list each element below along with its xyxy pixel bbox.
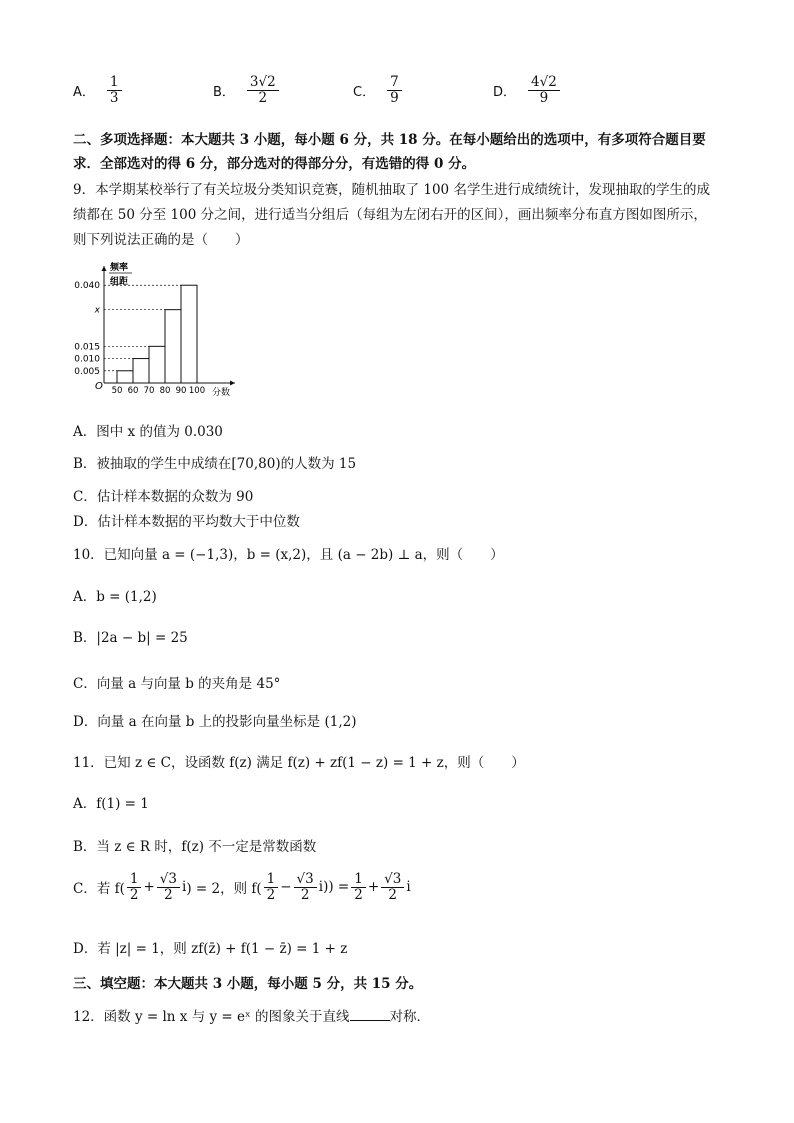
q9-option-d: D．估计样本数据的平均数大于中位数 <box>73 514 300 530</box>
fraction: $\frac{1}{2}$ <box>351 872 366 903</box>
histogram-bar <box>133 359 149 383</box>
fraction: $\frac{1}{2}$ <box>264 872 279 903</box>
q8-option-d <box>493 75 562 106</box>
y-tick-label: x <box>94 305 100 316</box>
fraction: $\frac{√3}{2}$ <box>157 872 180 903</box>
q12-prefix: 12．函数 y = ln x 与 y = eˣ 的图象关于直线 <box>73 1009 350 1025</box>
y-axis-label-bottom: 组距 <box>110 277 129 287</box>
x-axis-arrow <box>230 381 235 386</box>
x-tick-label: 80 <box>159 386 171 396</box>
q11-option-a: A．f(1) = 1 <box>73 796 149 812</box>
section3-header: 三、填空题：本大题共 3 小题，每小题 5 分，共 15 分。 <box>73 976 423 992</box>
frequency-histogram <box>70 258 250 400</box>
y-tick-label: 0.010 <box>74 354 100 365</box>
fraction <box>247 75 279 106</box>
option-label: D． <box>493 84 517 100</box>
x-tick-label: 50 <box>111 386 123 396</box>
x-tick-label: 60 <box>127 386 139 396</box>
y-tick-label: 0.040 <box>74 281 100 292</box>
q11-c-mid: ) = 2，则 f( <box>186 881 262 898</box>
q8-option-a <box>73 75 124 106</box>
option-label: C． <box>353 84 376 100</box>
fraction-numerator: 4√2 <box>528 75 560 91</box>
histogram-bar <box>117 371 133 383</box>
q8-option-c <box>353 75 404 106</box>
fraction-numerator: 1 <box>107 75 122 91</box>
y-axis-label-top: 频率 <box>110 263 129 273</box>
fraction-numerator: 7 <box>387 75 402 91</box>
x-tick-label: 100 <box>188 386 206 396</box>
q8-option-b <box>213 75 281 106</box>
fraction-denominator: 9 <box>390 89 399 106</box>
q9-option-a: A．图中 x 的值为 0.030 <box>73 424 223 440</box>
fraction-denominator: 3 <box>109 89 119 106</box>
q9-option-c: C．估计样本数据的众数为 90 <box>73 489 254 505</box>
y-tick-label: 0.015 <box>74 342 100 353</box>
section2-header-line1: 二、多项选择题：本大题共 3 小题，每小题 6 分，共 18 分。在每小题给出的选项中，有多项符合题目要 <box>73 132 706 148</box>
option-label: A． <box>73 84 95 100</box>
y-tick-label: 0.005 <box>74 366 100 377</box>
q10-option-a: A．b = (1,2) <box>73 589 157 605</box>
fraction-denominator: 2 <box>258 89 268 106</box>
fraction: $\frac{√3}{2}$ <box>381 872 404 903</box>
fraction: $\frac{1}{2}$ <box>127 872 142 903</box>
answer-blank <box>350 1008 390 1021</box>
q10-stem: 10．已知向量 a = (−1,3)，b = (x,2)，且 (a − 2b) ⊥ a，则（ ） <box>73 547 504 563</box>
q11-option-b: B．当 z ∈ R 时，f(z) 不一定是常数函数 <box>73 839 317 855</box>
q11-c-prefix: C．若 f( <box>73 881 125 898</box>
q10-option-c: C．向量 a 与向量 b 的夹角是 45° <box>73 676 281 692</box>
q9-stem-line3: 则下列说法正确的是（ ） <box>73 232 249 248</box>
fraction-numerator: 3√2 <box>247 75 279 91</box>
q10-option-b: B．|2a − b| = 25 <box>73 630 188 646</box>
q11-option-d: D．若 |z| = 1，则 zf(z̄) + f(1 − z̄) = 1 + z <box>73 941 348 957</box>
y-axis-arrow <box>102 266 107 271</box>
q11-c-post: ) = <box>328 879 350 896</box>
histogram-bar <box>149 346 165 383</box>
fraction-denominator: 9 <box>539 89 549 106</box>
histogram-bar <box>181 285 197 383</box>
option-label: B． <box>213 84 235 100</box>
q11-stem: 11．已知 z ∈ C，设函数 f(z) 满足 f(z) + zf(1 − z) = 1 + z，则（ ） <box>73 755 525 771</box>
q9-option-b: B．被抽取的学生中成绩在[70,80)的人数为 15 <box>73 456 357 472</box>
q9-stem-line1: 9．本学期某校举行了有关垃圾分类知识竞赛，随机抽取了 100 名学生进行成绩统计，发现抽取的学生的成 <box>73 182 710 198</box>
fraction <box>387 75 402 106</box>
origin-label: O <box>95 381 103 392</box>
fraction <box>528 75 560 106</box>
x-tick-label: 90 <box>175 386 187 396</box>
histogram-bar <box>165 310 181 383</box>
q12-suffix: 对称． <box>389 1009 431 1025</box>
q10-option-d: D．向量 a 在向量 b 上的投影向量坐标是 (1,2) <box>73 714 357 730</box>
q9-stem-line2: 绩都在 50 分至 100 分之间，进行适当分组后（每组为左闭右开的区间），画出频率分布直方图如图所示， <box>73 207 707 223</box>
q12-stem <box>73 1005 430 1025</box>
fraction <box>107 75 122 106</box>
q11-option-c: C．若 f( $\frac{1}{2}$ + $\frac{√3}{2}$ i ) = 2，则 f( $\frac{1}{2}$ − $\frac{√3}{2}$ i) ) = $\frac{1}{2}$ + $\frac{√3}{2}$ i <box>73 871 411 903</box>
x-tick-label: 70 <box>143 386 155 396</box>
section2-header-line2: 求．全部选对的得 6 分，部分选对的得部分分，有选错的得 0 分。 <box>73 156 476 172</box>
fraction: $\frac{√3}{2}$ <box>294 872 317 903</box>
x-axis-label: 分数 <box>212 388 231 398</box>
